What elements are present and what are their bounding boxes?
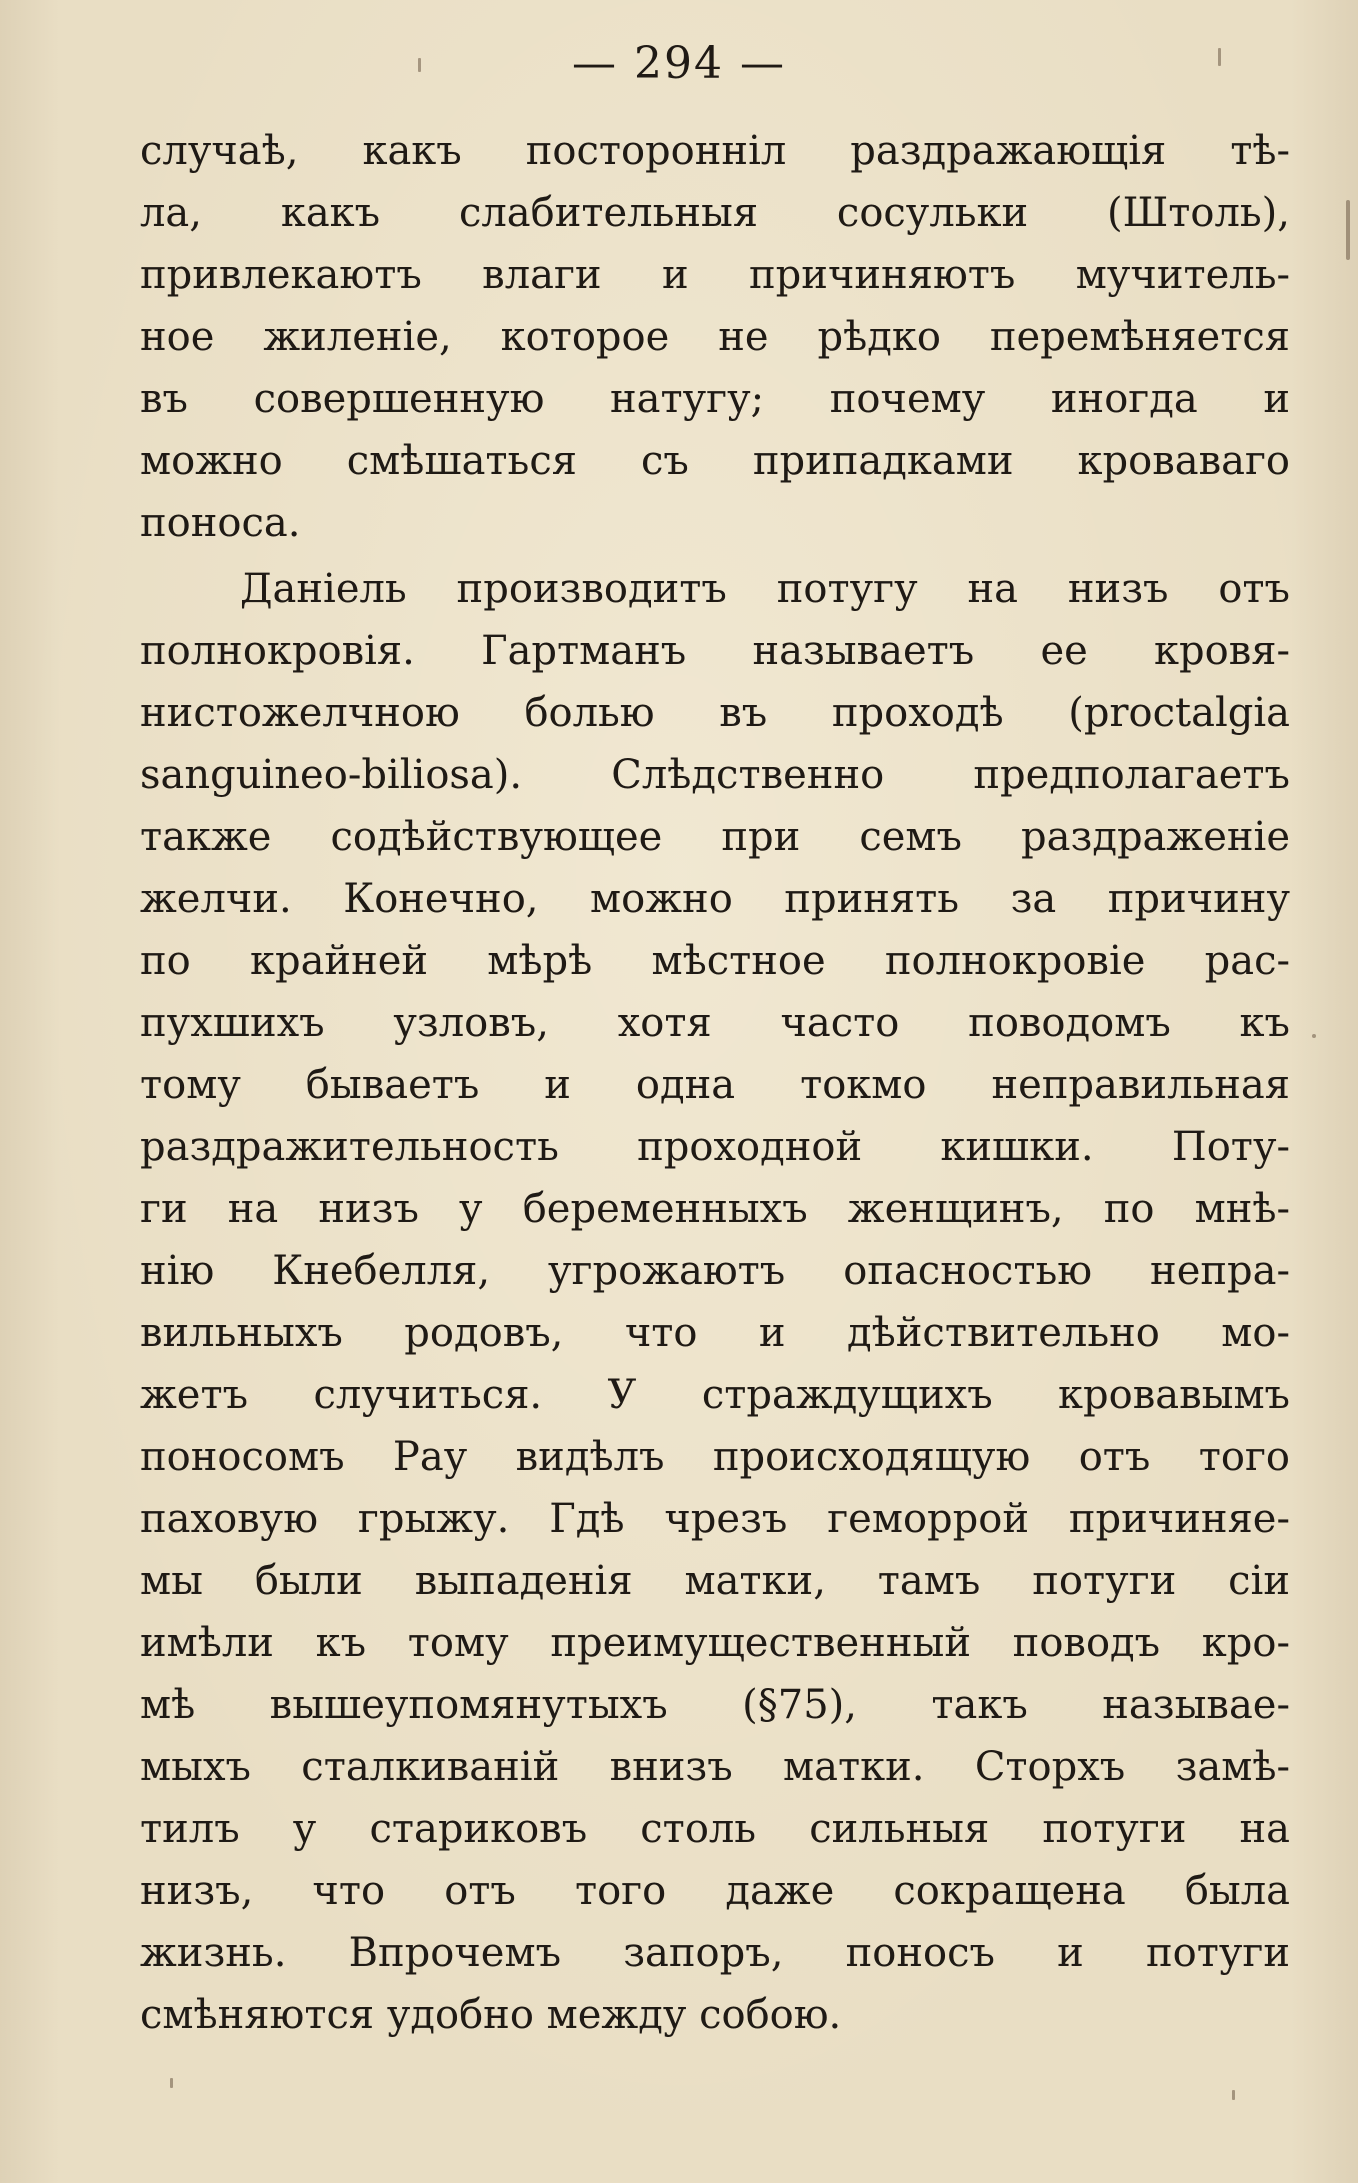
- text-line: также содѣйствующее при семъ раздраженіе: [140, 814, 1290, 860]
- paper-speck: [1312, 1034, 1316, 1038]
- text-line: по крайней мѣрѣ мѣстное полнокровіе рас-: [140, 938, 1290, 984]
- paragraph-2: [140, 558, 1290, 2046]
- paper-speck: [170, 2078, 173, 2088]
- text-line: ла, какъ слабительныя сосульки (Штоль),: [140, 190, 1290, 236]
- text-line: пухшихъ узловъ, хотя часто поводомъ къ: [140, 1000, 1290, 1046]
- text-line: sanguineo-biliosa). Слѣдственно предполагаетъ: [140, 752, 1290, 798]
- text-line: мы были выпаденія матки, тамъ потуги сіи: [140, 1558, 1290, 1604]
- text-line: случаѣ, какъ посторонніл раздражающія тѣ-: [140, 128, 1290, 174]
- text-line: нистожелчною болью въ проходѣ (proctalgia: [140, 690, 1290, 736]
- body-text: [140, 120, 1290, 2046]
- text-line: ги на низъ у беременныхъ женщинъ, по мнѣ-: [140, 1186, 1290, 1232]
- text-line: жетъ случиться. У страждущихъ кровавымъ: [140, 1372, 1290, 1418]
- text-line: тилъ у стариковъ столь сильныя потуги на: [140, 1806, 1290, 1852]
- text-line: низъ, что отъ того даже сокращена была: [140, 1868, 1290, 1914]
- paper-speck: [1346, 200, 1350, 260]
- paper-speck: [1218, 48, 1221, 66]
- text-line: жизнь. Впрочемъ запоръ, поносъ и потуги: [140, 1930, 1290, 1976]
- paper-speck: [418, 58, 421, 72]
- text-line: нію Кнебелля, угрожаютъ опасностью непра-: [140, 1248, 1290, 1294]
- paper-speck: [1232, 2090, 1235, 2100]
- text-line: полнокровія. Гартманъ называетъ ее кровя-: [140, 628, 1290, 674]
- text-line: вильныхъ родовъ, что и дѣйствительно мо-: [140, 1310, 1290, 1356]
- text-line: тому бываетъ и одна токмо неправильная: [140, 1062, 1290, 1108]
- text-line: раздражительность проходной кишки. Поту-: [140, 1124, 1290, 1170]
- text-line: смѣняются удобно между собою.: [140, 1992, 842, 2038]
- text-line: мыхъ сталкиваній внизъ матки. Сторхъ замѣ-: [140, 1744, 1290, 1790]
- text-line: поноса.: [140, 500, 301, 546]
- text-line: поносомъ Рау видѣлъ происходящую отъ того: [140, 1434, 1290, 1480]
- text-line: мѣ вышеупомянутыхъ (§75), такъ называе-: [140, 1682, 1290, 1728]
- text-line: желчи. Конечно, можно принять за причину: [140, 876, 1290, 922]
- text-line: можно смѣшаться съ припадками кроваваго: [140, 438, 1290, 484]
- text-line: ное жиленіе, которое не рѣдко перемѣняется: [140, 314, 1290, 360]
- text-line: привлекаютъ влаги и причиняютъ мучитель-: [140, 252, 1290, 298]
- text-line: Даніель производитъ потугу на низъ отъ: [240, 566, 1290, 612]
- text-line: имѣли къ тому преимущественный поводъ кро-: [140, 1620, 1290, 1666]
- text-line: въ совершенную натугу; почему иногда и: [140, 376, 1290, 422]
- text-line: паховую грыжу. Гдѣ чрезъ геморрой причиняе-: [140, 1496, 1290, 1542]
- paragraph-1: [140, 120, 1290, 554]
- page-number: — 294 —: [572, 38, 786, 89]
